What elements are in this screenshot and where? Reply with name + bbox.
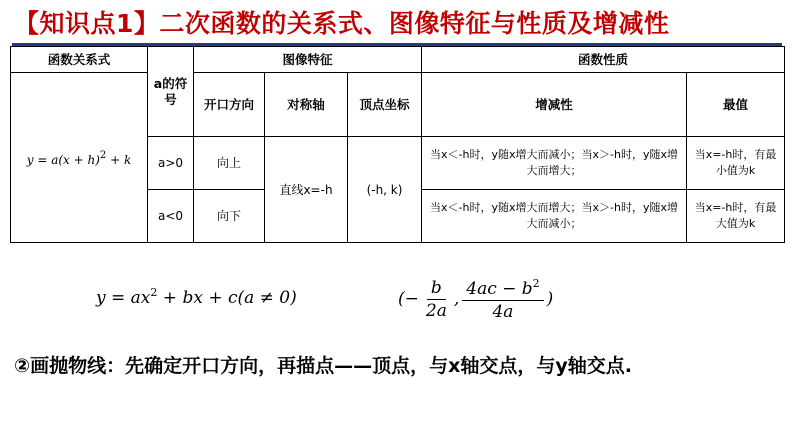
vertex-comma: , xyxy=(453,289,460,309)
header-opening: 开口方向 xyxy=(194,73,265,137)
header-relation: 函数关系式 xyxy=(11,47,148,73)
vertex-close: ) xyxy=(546,289,554,309)
header-function-properties: 函数性质 xyxy=(422,47,785,73)
axis-value: 直线x=-h xyxy=(265,137,348,243)
step-draw-parabola: ②画抛物线：先确定开口方向，再描点——顶点，与x轴交点，与y轴交点. xyxy=(14,355,632,377)
extreme-minimum: 当x=-h时，有最小值为k xyxy=(687,137,785,190)
vertex-value: (-h, k) xyxy=(348,137,422,243)
header-axis: 对称轴 xyxy=(265,73,348,137)
fraction-y-denominator: 4a xyxy=(492,301,514,322)
fraction-x xyxy=(422,278,451,321)
general-form-formula: $y = ax^2$ + bx + c(a ≠ 0) xyxy=(96,286,297,308)
page-title: 【知识点1】二次函数的关系式、图像特征与性质及增减性 xyxy=(14,9,670,38)
header-extreme: 最值 xyxy=(687,73,785,137)
properties-table xyxy=(10,46,785,243)
vertex-form-formula: $y = a(x + h)^2 + k$ xyxy=(11,73,148,243)
header-graph-features: 图像特征 xyxy=(194,47,422,73)
header-sign-of-a: a的符号 xyxy=(148,47,194,137)
fraction-x-denominator: 2a xyxy=(425,300,447,321)
sign-positive: a>0 xyxy=(148,137,194,190)
fraction-y-numerator: $4ac - b^2$ xyxy=(462,277,543,301)
fraction-x-numerator: b xyxy=(427,278,446,300)
monotonicity-positive: 当x＜-h时，y随x增大而减小；当x＞-h时，y随x增大而增大； xyxy=(422,137,687,190)
extreme-maximum: 当x=-h时，有最大值为k xyxy=(687,190,785,243)
opening-up: 向上 xyxy=(194,137,265,190)
monotonicity-negative: 当x＜-h时，y随x增大而增大；当x＞-h时，y随x增大而减小； xyxy=(422,190,687,243)
header-monotonicity: 增减性 xyxy=(422,73,687,137)
sign-negative: a<0 xyxy=(148,190,194,243)
vertex-open: (− xyxy=(398,289,419,309)
fraction-y xyxy=(462,277,543,322)
header-vertex: 顶点坐标 xyxy=(348,73,422,137)
opening-down: 向下 xyxy=(194,190,265,243)
vertex-coordinate-formula xyxy=(398,270,553,328)
